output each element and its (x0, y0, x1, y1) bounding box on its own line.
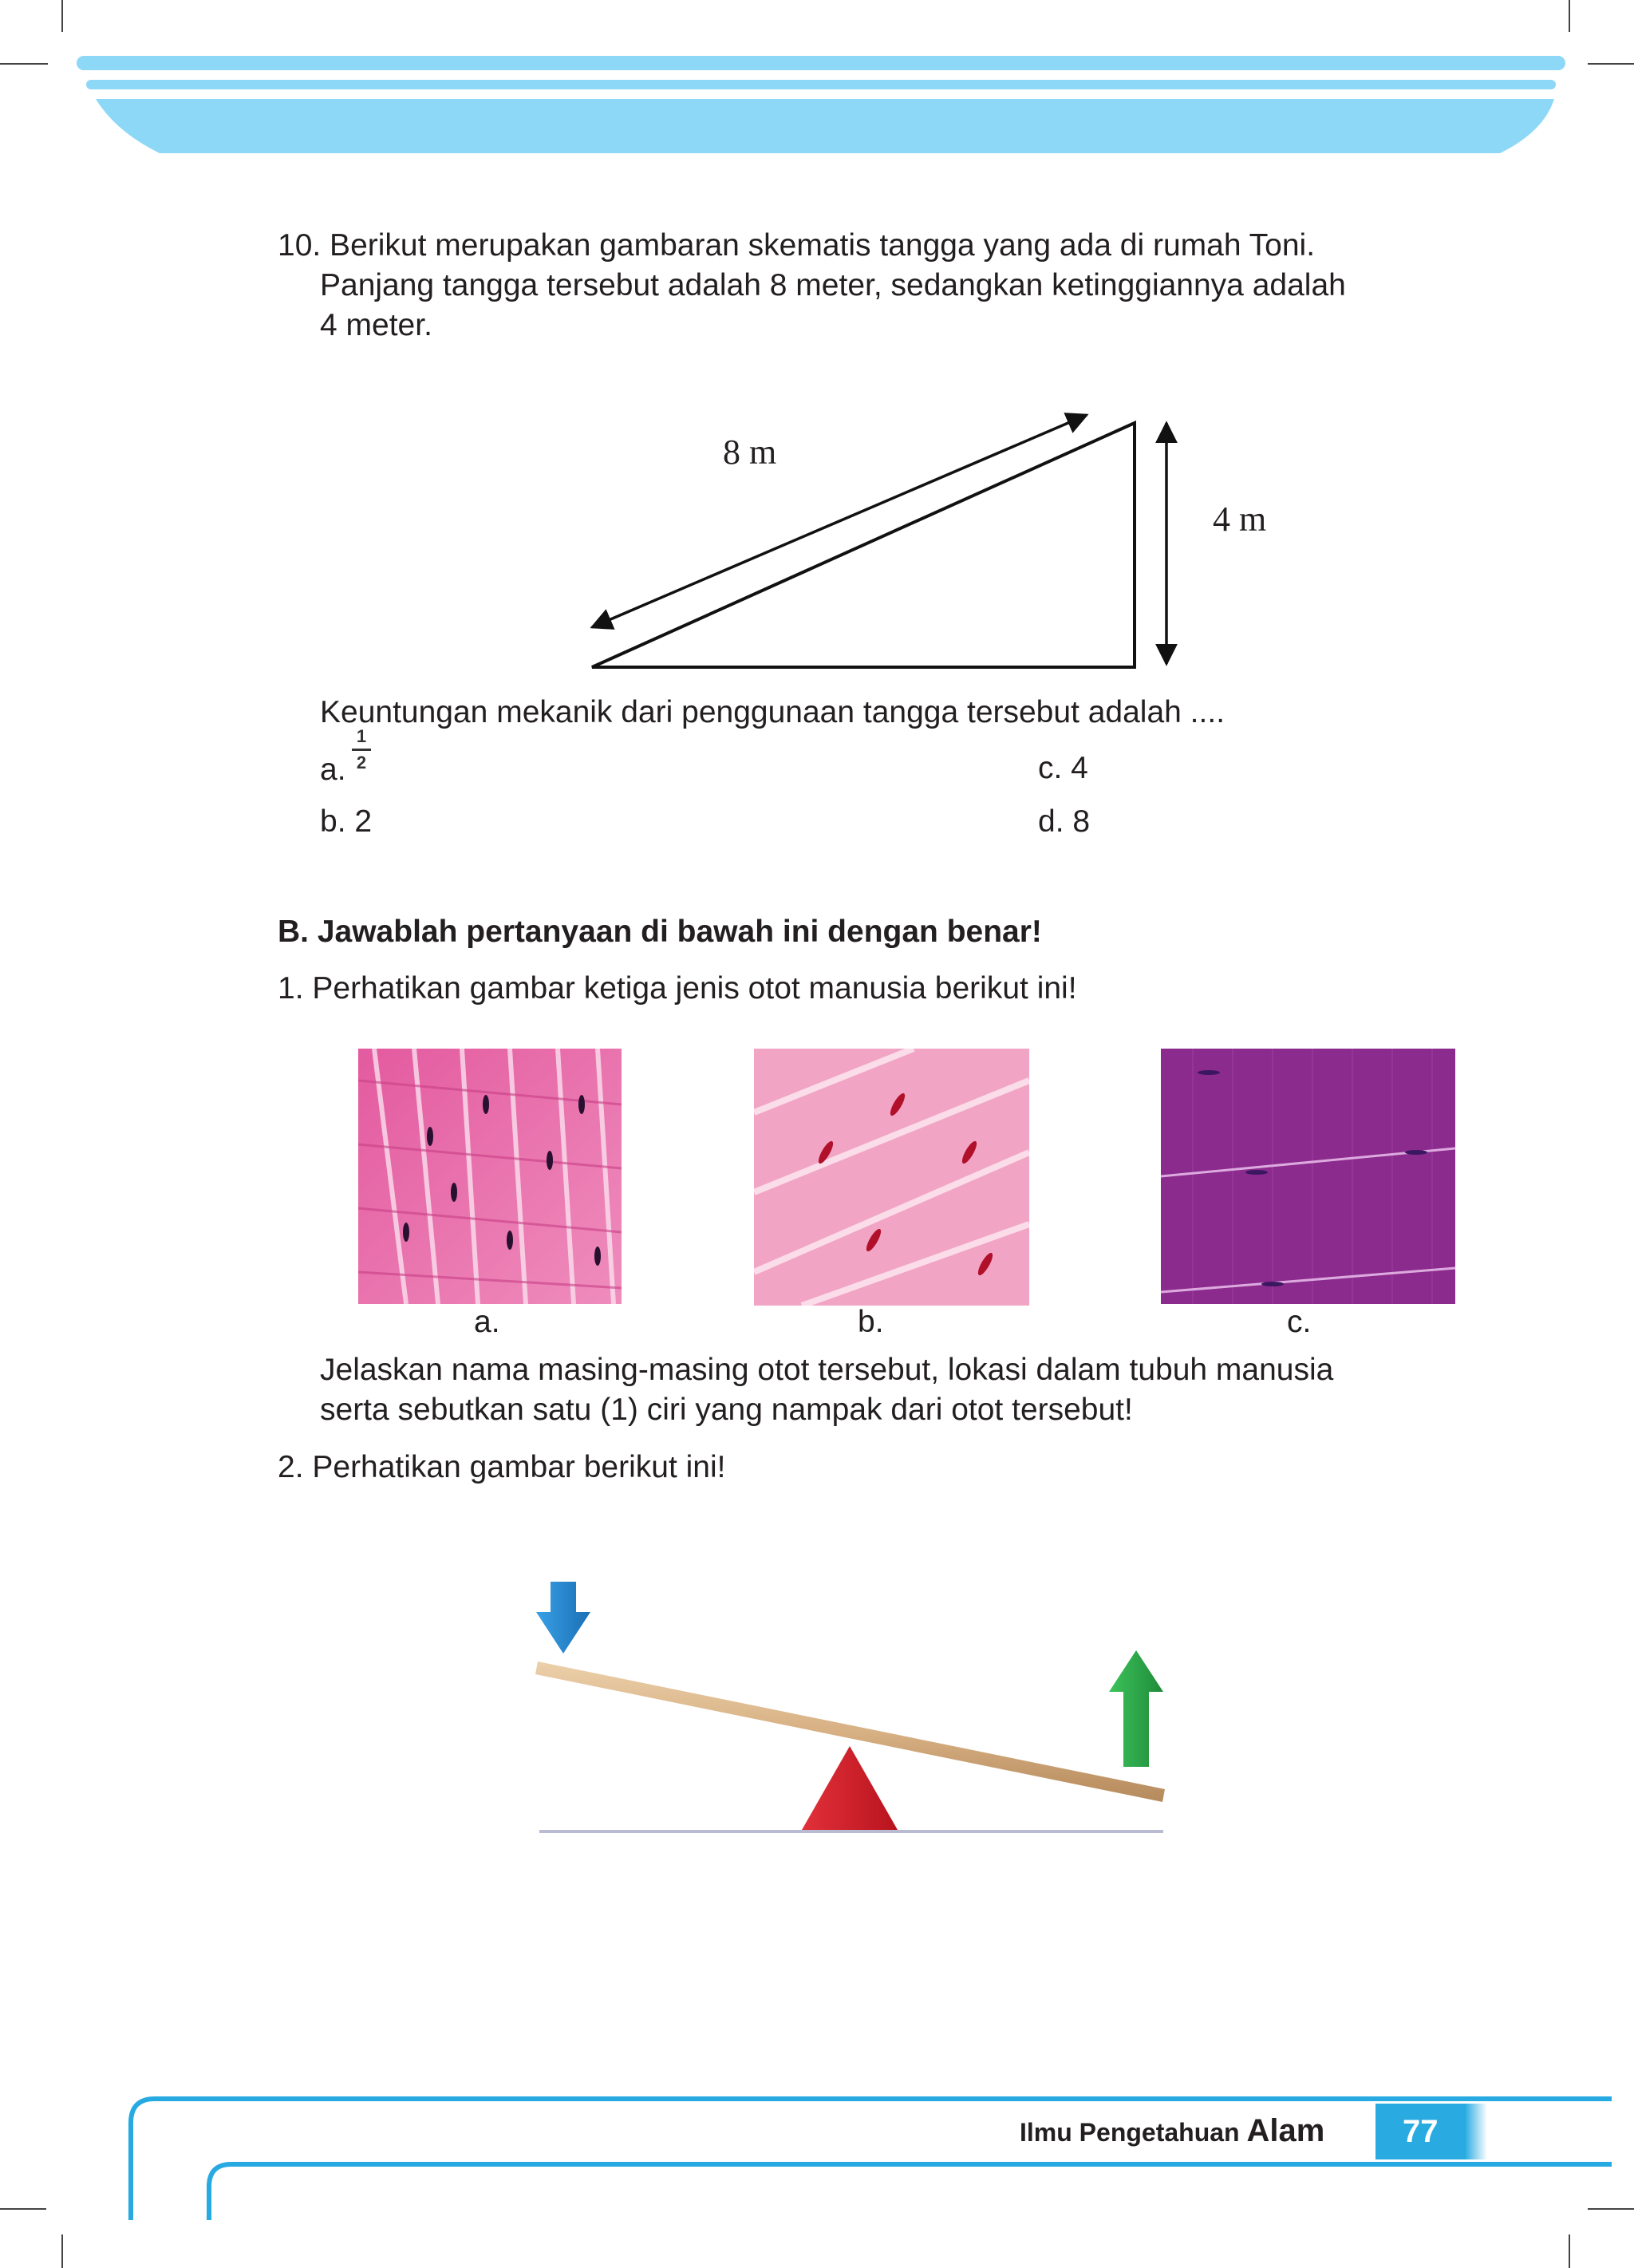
option-d: d. 8 (1038, 804, 1091, 839)
footer-subject-part1: Ilmu Pengetahuan (1020, 2118, 1240, 2147)
header-banner (0, 0, 1634, 160)
fraction-numerator: 1 (356, 726, 367, 746)
footer-frame (0, 2075, 1634, 2268)
smooth-muscle-image (754, 1049, 1029, 1306)
skeletal-muscle-image (1161, 1049, 1455, 1304)
fraction-denominator: 2 (356, 753, 367, 772)
footer-subject (1020, 2113, 1324, 2150)
ladder-diagram (558, 399, 1277, 678)
length-label: 8 m (723, 433, 777, 472)
fraction-bar (352, 749, 371, 751)
lever-illustration (527, 1572, 1181, 1843)
option-a-fraction (352, 726, 371, 793)
section-b-heading: B. Jawablah pertanyaan di bawah ini dengan benar! (278, 915, 1042, 949)
option-a (320, 750, 346, 790)
question-10-prompt: Keuntungan mekanik dari penggunaan tangga tersebut adalah .... (320, 695, 1226, 729)
page-number: 77 (1403, 2114, 1439, 2149)
down-force-arrow (536, 1582, 590, 1654)
option-b: b. 2 (320, 804, 373, 839)
question-b2-text: 2. Perhatikan gambar berikut ini! (278, 1450, 726, 1484)
caption-a: a. (474, 1305, 500, 1339)
up-force-arrow (1109, 1650, 1163, 1767)
footer-subject-part2: Alam (1246, 2113, 1325, 2148)
caption-b: b. (858, 1305, 884, 1339)
caption-c: c. (1287, 1305, 1312, 1339)
question-10-line-3: 4 meter. (320, 308, 432, 342)
question-10-line-2: Panjang tangga tersebut adalah 8 meter, sedangkan ketinggiannya adalah (320, 268, 1346, 302)
question-b1-instruction-line-1: Jelaskan nama masing-masing otot tersebut, lokasi dalam tubuh manusia (320, 1353, 1334, 1387)
question-10-line-1: 10. Berikut merupakan gambaran skematis tangga yang ada di rumah Toni. (278, 228, 1316, 263)
length-arrow (592, 415, 1087, 627)
question-b1-instruction-line-2: serta sebutkan satu (1) ciri yang nampak dari otot tersebut! (320, 1393, 1133, 1427)
question-b1-text: 1. Perhatikan gambar ketiga jenis otot manusia berikut ini! (278, 971, 1077, 1006)
cardiac-muscle-image (358, 1049, 622, 1304)
option-c: c. 4 (1038, 751, 1088, 785)
option-a-prefix: a. (320, 753, 346, 787)
height-label: 4 m (1213, 500, 1267, 539)
fulcrum-triangle (802, 1746, 898, 1830)
